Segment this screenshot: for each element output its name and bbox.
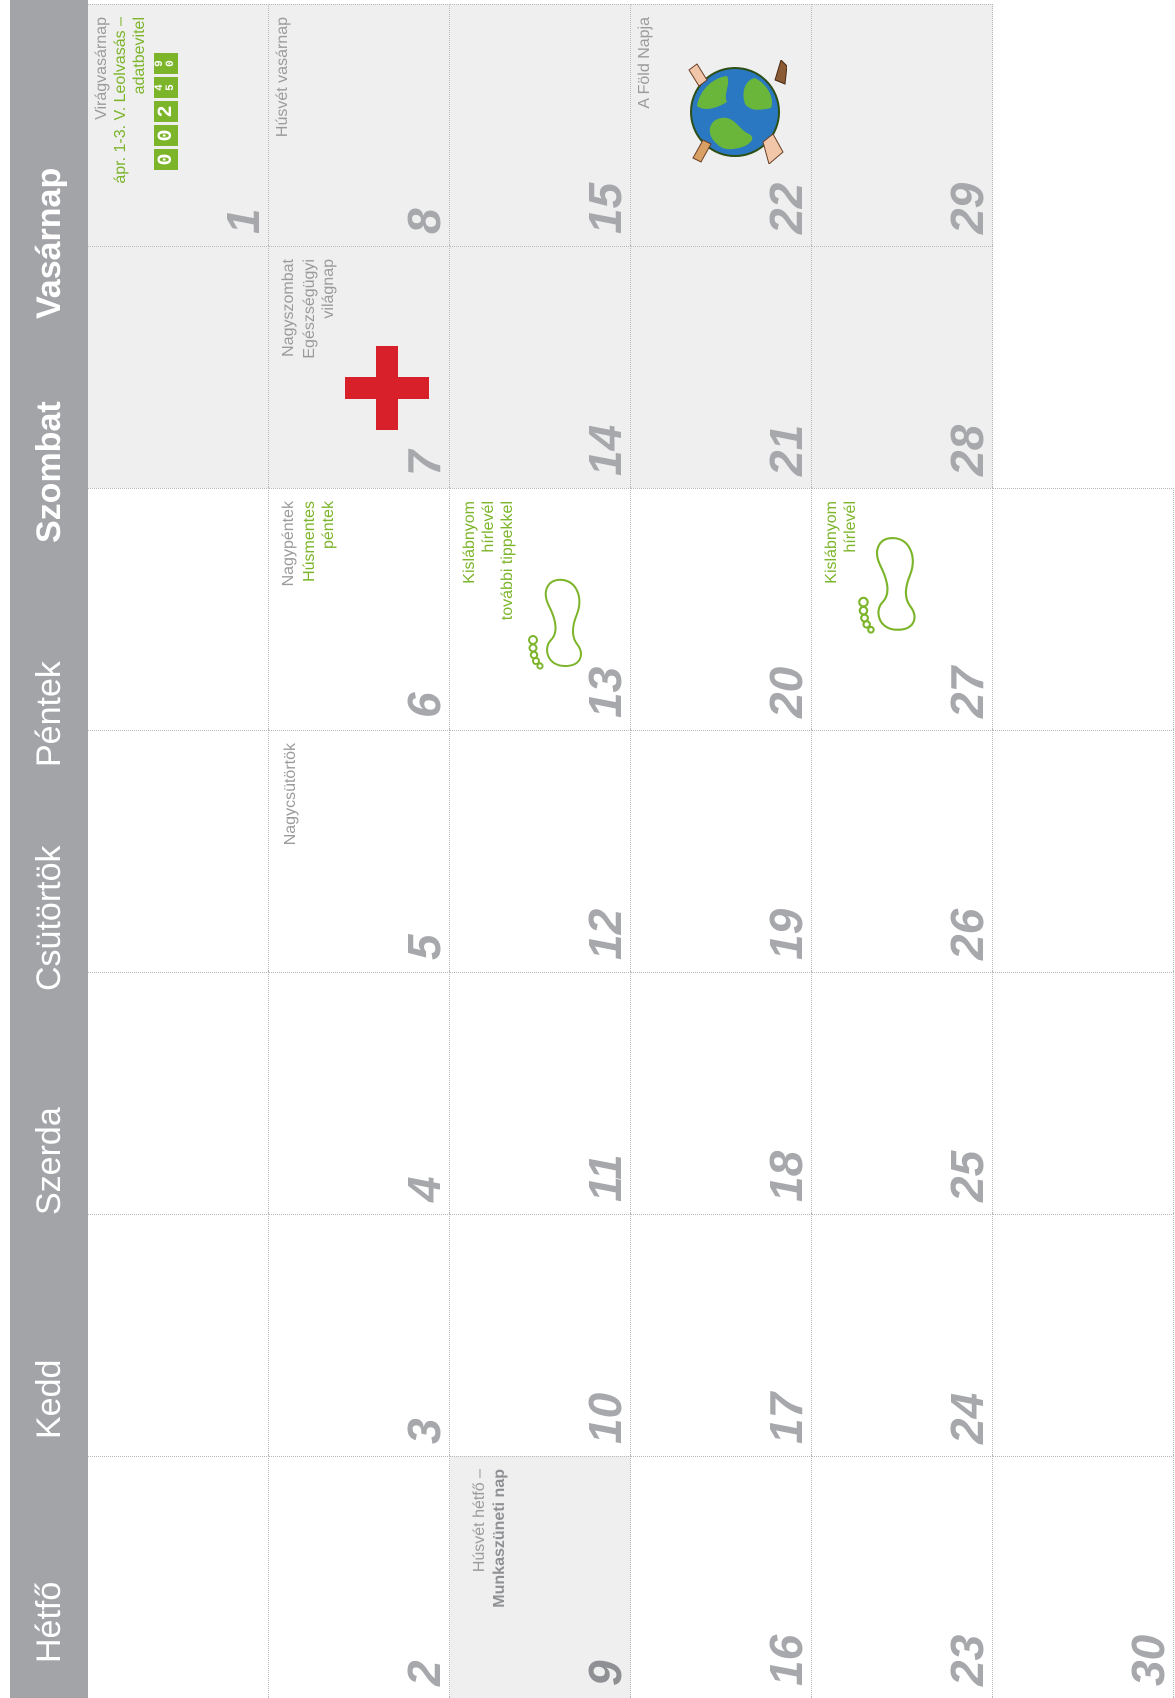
day-cell-7 <box>269 246 450 488</box>
day-number: 7 <box>398 450 450 476</box>
day-number: 22 <box>760 182 812 234</box>
day-cell-14 <box>450 246 631 488</box>
day-cell-18 <box>631 972 812 1214</box>
day-cell-19 <box>631 730 812 972</box>
day-cell-empty <box>88 730 269 972</box>
day-cell-22 <box>631 4 812 246</box>
day-note: hírlevél <box>480 501 497 553</box>
day-cell-23 <box>812 1456 993 1698</box>
meter-digit: 0 <box>154 149 178 170</box>
footprint-icon <box>854 534 924 634</box>
day-cell-3 <box>269 1214 450 1456</box>
day-cell-empty <box>993 1214 1174 1456</box>
day-cell-empty <box>88 246 269 488</box>
day-number: 19 <box>760 908 812 960</box>
day-note: Munkaszüneti nap <box>491 1469 508 1608</box>
day-number: 30 <box>1122 1634 1174 1686</box>
day-cell-20 <box>631 488 812 730</box>
day-cell-empty <box>993 488 1174 730</box>
day-cell-17 <box>631 1214 812 1456</box>
day-number: 26 <box>941 908 993 960</box>
day-cell-6 <box>269 488 450 730</box>
day-number: 6 <box>398 692 450 718</box>
day-cell-empty <box>88 1214 269 1456</box>
day-number: 4 <box>398 1176 450 1202</box>
day-number: 1 <box>217 208 269 234</box>
day-note: Nagycsütörtök <box>282 743 299 846</box>
day-cell-empty <box>993 730 1174 972</box>
day-number: 16 <box>760 1634 812 1686</box>
day-number: 21 <box>760 424 812 476</box>
day-number: 25 <box>941 1150 993 1202</box>
day-cell-12 <box>450 730 631 972</box>
day-number: 9 <box>579 1660 631 1686</box>
day-cell-8 <box>269 4 450 246</box>
day-number: 18 <box>760 1150 812 1202</box>
weekday-tuesday: Kedd <box>30 1359 68 1439</box>
weekday-thursday: Csütörtök <box>30 845 68 991</box>
red-cross-icon <box>345 346 429 430</box>
day-number: 24 <box>941 1392 993 1444</box>
day-cell-4 <box>269 972 450 1214</box>
meter-digit: 4 <box>154 84 166 91</box>
day-cell-25 <box>812 972 993 1214</box>
day-number: 10 <box>579 1392 631 1444</box>
day-cell-2 <box>269 1456 450 1698</box>
day-number: 20 <box>760 666 812 718</box>
day-cell-5 <box>269 730 450 972</box>
meter-digit: 2 <box>154 101 178 122</box>
day-number: 2 <box>398 1660 450 1686</box>
day-note: Egészségügyi <box>301 259 318 359</box>
day-cell-26 <box>812 730 993 972</box>
day-cell-empty <box>993 972 1174 1214</box>
day-cell-27 <box>812 488 993 730</box>
day-note: péntek <box>320 501 337 550</box>
day-cell-empty <box>88 972 269 1214</box>
weekday-friday: Péntek <box>30 661 68 767</box>
day-cell-11 <box>450 972 631 1214</box>
day-note: világnap <box>320 259 337 319</box>
meter-digit: 5 <box>165 84 177 91</box>
day-number: 8 <box>398 208 450 234</box>
meter-digit-rolling <box>154 53 178 74</box>
day-note: további tippekkel <box>499 501 516 621</box>
weekday-wednesday: Szerda <box>30 1107 68 1215</box>
day-number: 5 <box>398 934 450 960</box>
day-cell-1 <box>88 4 269 246</box>
day-number: 29 <box>941 182 993 234</box>
day-number: 15 <box>579 182 631 234</box>
meter-reading-digits <box>154 53 178 170</box>
day-number: 3 <box>398 1418 450 1444</box>
day-number: 12 <box>579 908 631 960</box>
day-number: 28 <box>941 424 993 476</box>
day-cell-30 <box>993 1456 1174 1698</box>
day-note: Nagyszombat <box>280 259 297 357</box>
day-cell-28 <box>812 246 993 488</box>
footprint-icon <box>525 576 589 670</box>
day-note: ápr. 1-3. V. Leolvasás – <box>112 17 129 184</box>
day-cell-9 <box>450 1456 631 1698</box>
day-number: 17 <box>760 1392 812 1444</box>
meter-digit: 9 <box>154 60 166 67</box>
day-cell-15 <box>450 4 631 246</box>
weekday-sunday: Vasárnap <box>30 167 68 319</box>
meter-digit-rolling <box>154 77 178 98</box>
meter-digit: 0 <box>165 60 177 67</box>
weekday-monday: Hétfő <box>30 1581 68 1663</box>
meter-digit: 0 <box>154 125 178 146</box>
day-number: 14 <box>579 424 631 476</box>
day-note: Kislábnyom <box>823 501 840 584</box>
day-cell-24 <box>812 1214 993 1456</box>
weekday-header <box>10 0 88 1698</box>
day-note: adatbevitel <box>131 17 148 95</box>
day-cell-empty <box>88 1456 269 1698</box>
day-number: 11 <box>579 1154 631 1202</box>
day-note: Húsmentes <box>301 501 318 582</box>
earth-hands-icon <box>683 60 787 164</box>
day-cell-empty <box>88 488 269 730</box>
day-cell-13 <box>450 488 631 730</box>
day-cell-21 <box>631 246 812 488</box>
day-note: A Föld Napja <box>636 17 653 109</box>
day-cell-29 <box>812 4 993 246</box>
day-number: 23 <box>941 1634 993 1686</box>
day-note: hírlevél <box>842 501 859 553</box>
weekday-saturday: Szombat <box>30 401 68 543</box>
day-note: Nagypéntek <box>280 501 297 587</box>
day-number: 27 <box>941 666 993 718</box>
day-cell-10 <box>450 1214 631 1456</box>
day-number: 13 <box>579 666 631 718</box>
day-note: Húsvét vasárnap <box>274 17 291 138</box>
day-note: Húsvét hétfő – <box>471 1469 488 1573</box>
day-cell-16 <box>631 1456 812 1698</box>
day-note: Virágvasárnap <box>93 17 110 120</box>
day-note: Kislábnyom <box>461 501 478 584</box>
